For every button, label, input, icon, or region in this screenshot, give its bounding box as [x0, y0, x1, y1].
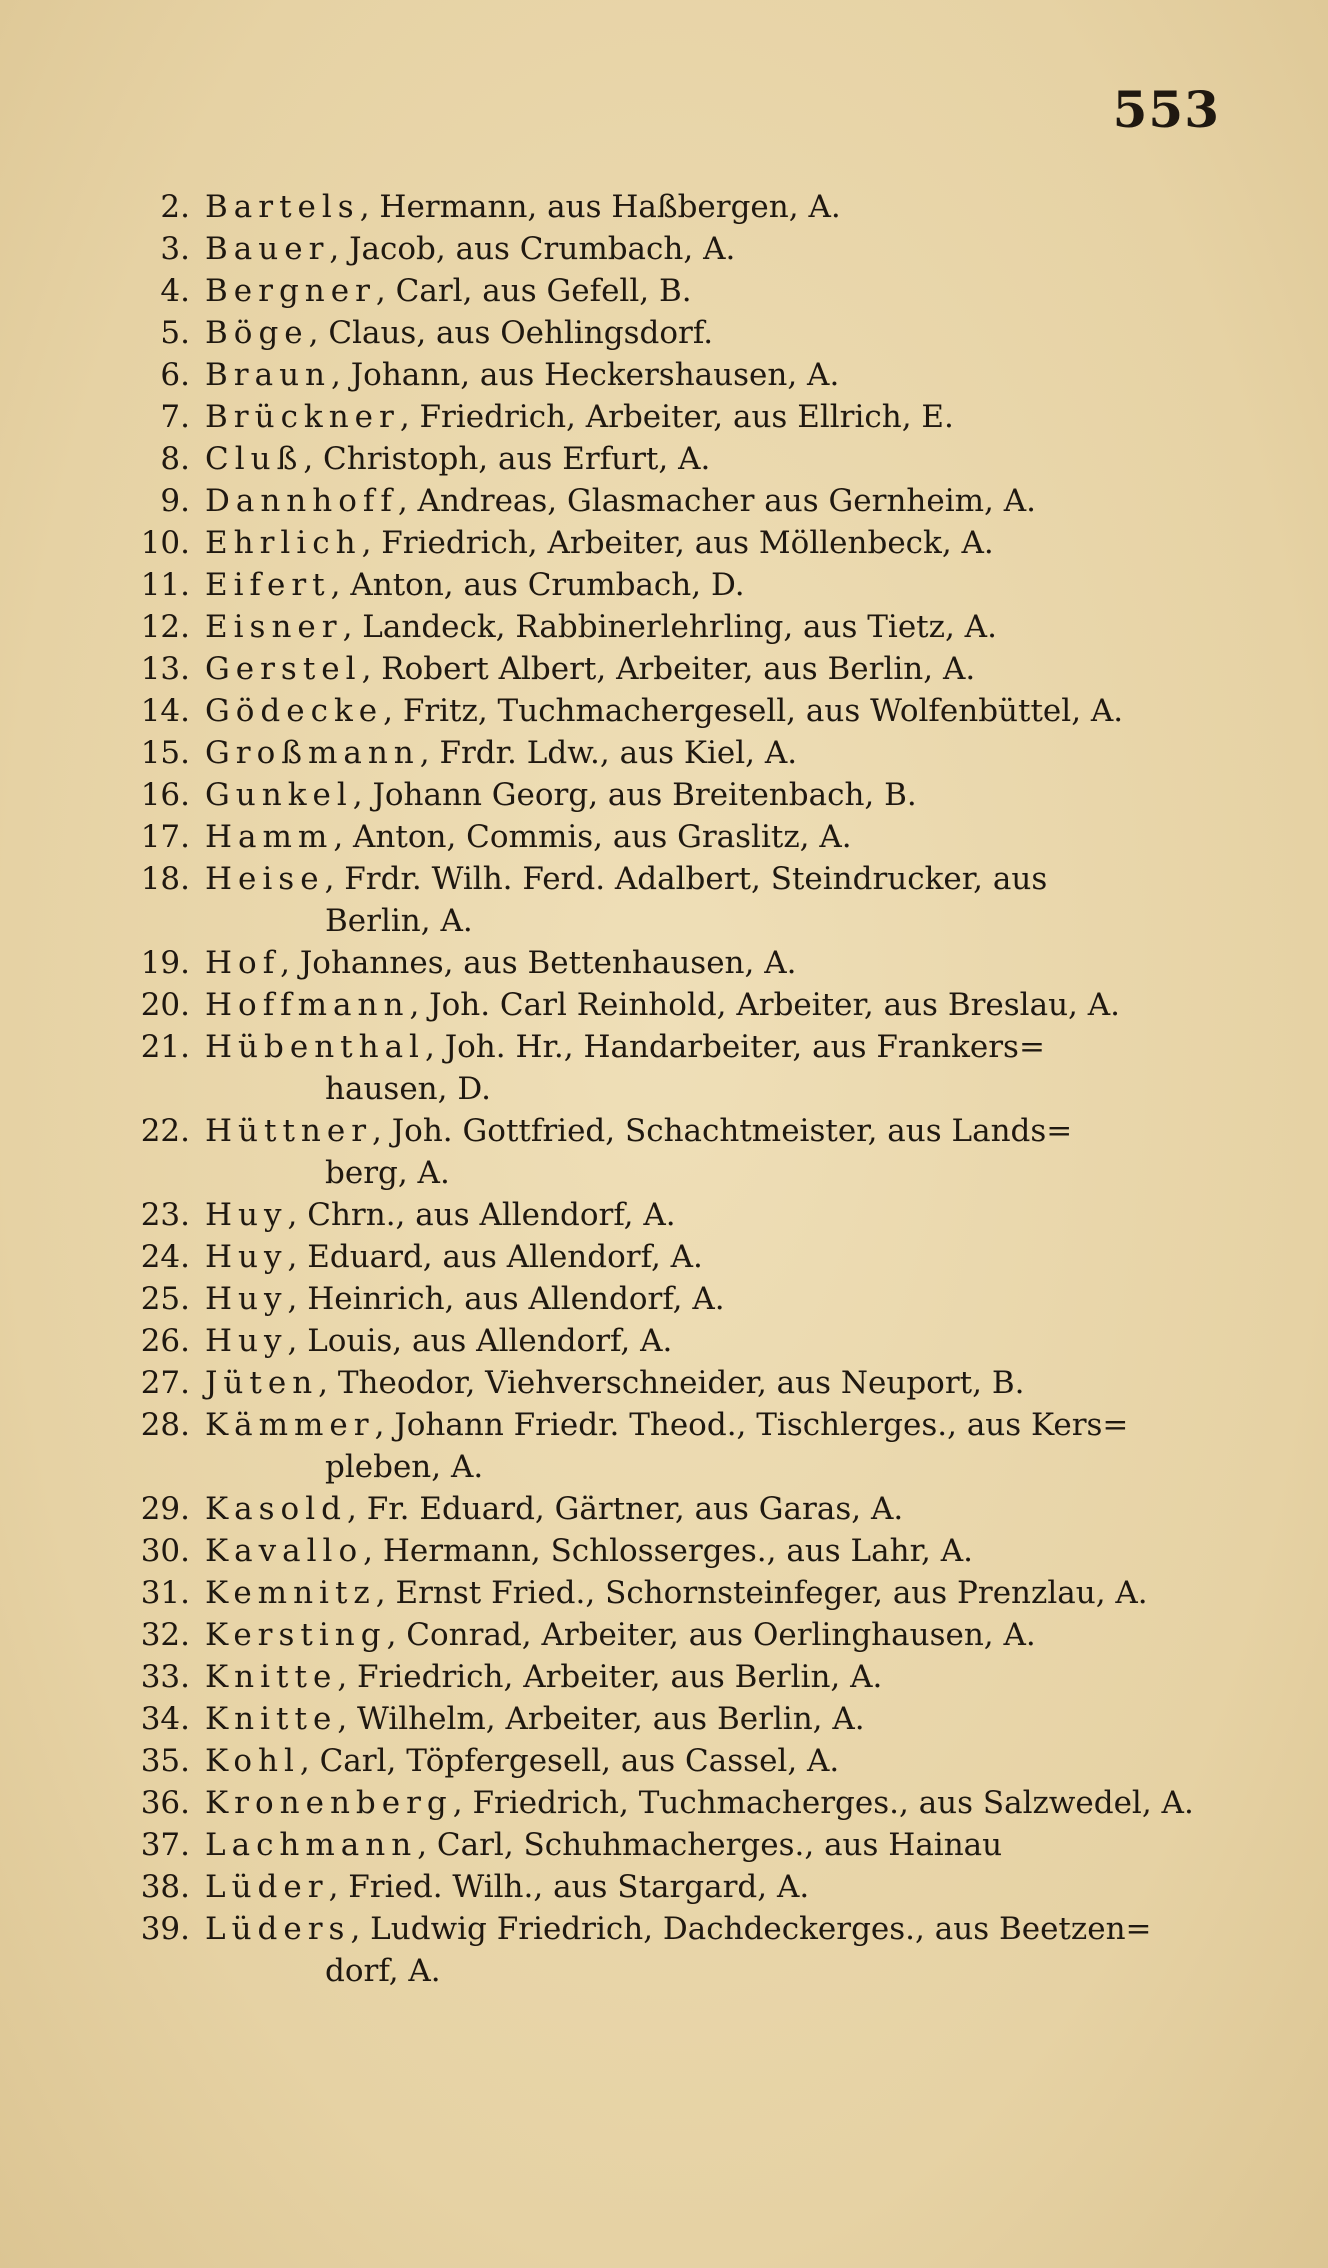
entry-details: Berlin, A.: [325, 903, 473, 939]
entry-surname: Huy: [205, 1239, 288, 1275]
entry-line: [0, 228, 1328, 270]
entry-surname: Lüders: [205, 1911, 351, 1947]
entry-number: 21.: [140, 1029, 190, 1065]
entry-details: , Landeck, Rabbinerlehrling, aus Tietz, A.: [342, 609, 997, 645]
list-item: [0, 354, 1328, 396]
entry-number: 35.: [140, 1743, 190, 1779]
list-item: [0, 1362, 1328, 1404]
entry-line: [0, 312, 1328, 354]
entry-surname: Böge: [205, 315, 309, 351]
list-item: [0, 1656, 1328, 1698]
entry-number: 19.: [140, 945, 190, 981]
entry-number: 15.: [140, 735, 190, 771]
entry-details: , Frdr. Wilh. Ferd. Adalbert, Steindrucker, aus: [324, 861, 1048, 897]
entry-line: [0, 1782, 1328, 1824]
list-item: [0, 1782, 1328, 1824]
entry-details: , Louis, aus Allendorf, A.: [287, 1323, 673, 1359]
entry-number: 26.: [140, 1323, 190, 1359]
entry-details: , Eduard, aus Allendorf, A.: [287, 1239, 703, 1275]
list-item: [0, 1698, 1328, 1740]
entry-surname: Knitte: [205, 1659, 338, 1695]
list-item: [0, 648, 1328, 690]
entry-line: [0, 984, 1328, 1026]
entry-line: [0, 774, 1328, 816]
entry-text: [205, 1320, 672, 1362]
entry-surname: Kämmer: [205, 1407, 375, 1443]
entry-line: [0, 186, 1328, 228]
entry-number: 25.: [140, 1281, 190, 1317]
entry-text: [205, 1362, 1024, 1404]
entry-surname: Braun: [205, 357, 332, 393]
list-item: [0, 1824, 1328, 1866]
entry-surname: Kasold: [205, 1491, 347, 1527]
entry-line: [0, 1614, 1328, 1656]
entry-surname: Hübenthal: [205, 1029, 425, 1065]
entry-number: 2.: [160, 189, 190, 225]
page-number: 553: [1112, 80, 1220, 139]
entry-text: [205, 270, 692, 312]
entry-continuation-line: [0, 1950, 1328, 1992]
list-item: [0, 1194, 1328, 1236]
entry-details: , Friedrich, Arbeiter, aus Ellrich, E.: [399, 399, 954, 435]
entry-number: 37.: [140, 1827, 190, 1863]
list-item: [0, 1572, 1328, 1614]
entry-details: , Andreas, Glasmacher aus Gernheim, A.: [397, 483, 1036, 519]
entry-number: 11.: [140, 567, 190, 603]
entry-surname: Eisner: [205, 609, 343, 645]
entry-details: , Robert Albert, Arbeiter, aus Berlin, A.: [361, 651, 976, 687]
entry-details: , Fried. Wilh., aus Stargard, A.: [328, 1869, 810, 1905]
entry-text: [205, 1194, 676, 1236]
entry-surname: Knitte: [205, 1701, 338, 1737]
entry-details: , Johann, aus Heckershausen, A.: [331, 357, 840, 393]
entry-line: [0, 354, 1328, 396]
entry-surname: Huy: [205, 1281, 288, 1317]
entry-details: dorf, A.: [325, 1953, 441, 1989]
entry-number: 9.: [160, 483, 190, 519]
list-item: [0, 1404, 1328, 1488]
entry-details: , Joh. Hr., Handarbeiter, aus Frankers=: [424, 1029, 1045, 1065]
entry-surname: Hamm: [205, 819, 334, 855]
entry-text: [205, 1530, 973, 1572]
entry-line: [0, 1278, 1328, 1320]
entry-details: , Friedrich, Arbeiter, aus Berlin, A.: [337, 1659, 883, 1695]
entry-line: [0, 522, 1328, 564]
entry-details: , Friedrich, Arbeiter, aus Möllenbeck, A.: [361, 525, 994, 561]
entry-number: 39.: [140, 1911, 190, 1947]
entry-number: 14.: [140, 693, 190, 729]
entry-text: [205, 774, 917, 816]
entry-number: 12.: [140, 609, 190, 645]
list-item: [0, 564, 1328, 606]
entry-number: 3.: [160, 231, 190, 267]
entry-number: 7.: [160, 399, 190, 435]
entry-surname: Brückner: [205, 399, 400, 435]
list-item: [0, 228, 1328, 270]
entry-details: , Jacob, aus Crumbach, A.: [329, 231, 736, 267]
entry-surname: Großmann: [205, 735, 420, 771]
entry-details: , Johannes, aus Bettenhausen, A.: [280, 945, 797, 981]
entry-text: [205, 1110, 1072, 1152]
entry-line: [0, 1824, 1328, 1866]
entry-details: , Johann Friedr. Theod., Tischlerges., aus Kers=: [374, 1407, 1129, 1443]
list-item: [0, 1110, 1328, 1194]
entry-text: [205, 1782, 1194, 1824]
entry-surname: Bauer: [205, 231, 330, 267]
entry-line: [0, 606, 1328, 648]
list-item: [0, 1908, 1328, 1992]
entry-text: [205, 1656, 882, 1698]
entry-details: , Frdr. Ldw., aus Kiel, A.: [419, 735, 798, 771]
entry-surname: Gerstel: [205, 651, 362, 687]
entry-line: [0, 1572, 1328, 1614]
entry-surname: Huy: [205, 1197, 288, 1233]
entry-text: [205, 1278, 725, 1320]
entry-line: [0, 732, 1328, 774]
entry-number: 16.: [140, 777, 190, 813]
entry-text: [205, 1740, 839, 1782]
list-item: [0, 186, 1328, 228]
entry-text: [205, 1614, 1036, 1656]
entry-line: [0, 1194, 1328, 1236]
entry-number: 5.: [160, 315, 190, 351]
entry-line: [0, 1236, 1328, 1278]
entry-line: [0, 1866, 1328, 1908]
entry-details: , Carl, Schuhmacherges., aus Hainau: [417, 1827, 1003, 1863]
entry-details: , Joh. Carl Reinhold, Arbeiter, aus Breslau, A.: [409, 987, 1120, 1023]
entry-number: 34.: [140, 1701, 190, 1737]
entry-details: , Claus, aus Oehlingsdorf.: [308, 315, 714, 351]
entry-details: , Heinrich, aus Allendorf, A.: [287, 1281, 725, 1317]
entry-line: [0, 942, 1328, 984]
entry-line: [0, 1740, 1328, 1782]
entry-surname: Dannhoff: [205, 483, 398, 519]
entry-details: , Anton, Commis, aus Graslitz, A.: [333, 819, 852, 855]
list-item: [0, 1866, 1328, 1908]
entry-number: 13.: [140, 651, 190, 687]
list-item: [0, 774, 1328, 816]
entry-surname: Bartels: [205, 189, 360, 225]
list-item: [0, 1026, 1328, 1110]
entry-details: , Anton, aus Crumbach, D.: [330, 567, 745, 603]
entry-number: 8.: [160, 441, 190, 477]
entry-surname: Cluß: [205, 441, 304, 477]
entry-number: 28.: [140, 1407, 190, 1443]
entry-line: [0, 1488, 1328, 1530]
entry-line: [0, 1404, 1328, 1446]
entry-details: , Christoph, aus Erfurt, A.: [303, 441, 711, 477]
entry-details: , Carl, Töpfergesell, aus Cassel, A.: [299, 1743, 840, 1779]
entry-number: 36.: [140, 1785, 190, 1821]
entry-number: 18.: [140, 861, 190, 897]
list-item: [0, 1740, 1328, 1782]
entry-details: , Hermann, aus Haßbergen, A.: [359, 189, 841, 225]
entry-list: [0, 186, 1328, 1992]
list-item: [0, 1530, 1328, 1572]
entry-number: 20.: [140, 987, 190, 1023]
entry-details: , Fritz, Tuchmachergesell, aus Wolfenbüttel, A.: [383, 693, 1124, 729]
entry-number: 30.: [140, 1533, 190, 1569]
entry-line: [0, 1530, 1328, 1572]
entry-surname: Huy: [205, 1323, 288, 1359]
list-item: [0, 480, 1328, 522]
entry-details: , Ludwig Friedrich, Dachdeckerges., aus Beetzen=: [350, 1911, 1152, 1947]
entry-text: [205, 1698, 865, 1740]
entry-text: [205, 564, 745, 606]
list-item: [0, 312, 1328, 354]
list-item: [0, 1236, 1328, 1278]
entry-number: 27.: [140, 1365, 190, 1401]
entry-number: 24.: [140, 1239, 190, 1275]
list-item: [0, 732, 1328, 774]
list-item: [0, 1320, 1328, 1362]
entry-surname: Lüder: [205, 1869, 329, 1905]
entry-details: , Hermann, Schlosserges., aus Lahr, A.: [363, 1533, 973, 1569]
entry-text: [205, 480, 1036, 522]
entry-line: [0, 1908, 1328, 1950]
entry-line: [0, 1110, 1328, 1152]
entry-text: [205, 606, 997, 648]
entry-text: [205, 354, 839, 396]
list-item: [0, 984, 1328, 1026]
entry-details: , Carl, aus Gefell, B.: [375, 273, 692, 309]
list-item: [0, 1278, 1328, 1320]
entry-text: [205, 942, 796, 984]
entry-continuation-line: [0, 1068, 1328, 1110]
entry-number: 22.: [140, 1113, 190, 1149]
entry-details: pleben, A.: [325, 1449, 484, 1485]
entry-details: , Theodor, Viehverschneider, aus Neuport, B.: [318, 1365, 1025, 1401]
entry-surname: Kavallo: [205, 1533, 364, 1569]
list-item: [0, 396, 1328, 438]
entry-details: , Chrn., aus Allendorf, A.: [287, 1197, 676, 1233]
entry-text: [205, 1908, 1152, 1950]
entry-line: [0, 1656, 1328, 1698]
entry-number: 33.: [140, 1659, 190, 1695]
entry-line: [0, 690, 1328, 732]
entry-surname: Kersting: [205, 1617, 387, 1653]
entry-surname: Lachmann: [205, 1827, 418, 1863]
entry-text: [205, 522, 994, 564]
entry-details: , Joh. Gottfried, Schachtmeister, aus Lands=: [372, 1113, 1073, 1149]
list-item: [0, 606, 1328, 648]
entry-text: [205, 438, 710, 480]
entry-line: [0, 648, 1328, 690]
entry-text: [205, 312, 713, 354]
entry-line: [0, 564, 1328, 606]
list-item: [0, 438, 1328, 480]
entry-text: [205, 690, 1123, 732]
entry-surname: Gödecke: [205, 693, 384, 729]
entry-number: 6.: [160, 357, 190, 393]
list-item: [0, 270, 1328, 312]
entry-details: , Ernst Fried., Schornsteinfeger, aus Prenzlau, A.: [375, 1575, 1148, 1611]
list-item: [0, 816, 1328, 858]
entry-line: [0, 1362, 1328, 1404]
entry-surname: Hof: [205, 945, 281, 981]
entry-surname: Bergner: [205, 273, 376, 309]
entry-text: [205, 648, 975, 690]
entry-line: [0, 480, 1328, 522]
entry-line: [0, 1320, 1328, 1362]
entry-details: , Conrad, Arbeiter, aus Oerlinghausen, A.: [386, 1617, 1036, 1653]
entry-number: 31.: [140, 1575, 190, 1611]
entry-text: [205, 1824, 1002, 1866]
entry-text: [205, 1572, 1148, 1614]
entry-text: [205, 396, 954, 438]
entry-number: 23.: [140, 1197, 190, 1233]
entry-text: [205, 732, 797, 774]
entry-surname: Jüten: [205, 1365, 319, 1401]
entry-surname: Gunkel: [205, 777, 353, 813]
entry-details: , Fr. Eduard, Gärtner, aus Garas, A.: [346, 1491, 904, 1527]
entry-surname: Kohl: [205, 1743, 300, 1779]
entry-line: [0, 816, 1328, 858]
entry-line: [0, 1698, 1328, 1740]
entry-surname: Ehrlich: [205, 525, 362, 561]
entry-text: [205, 228, 735, 270]
entry-line: [0, 1026, 1328, 1068]
entry-details: hausen, D.: [325, 1071, 491, 1107]
entry-line: [0, 396, 1328, 438]
list-item: [0, 690, 1328, 732]
entry-surname: Eifert: [205, 567, 331, 603]
entry-number: 38.: [140, 1869, 190, 1905]
entry-text: [205, 984, 1120, 1026]
list-item: [0, 942, 1328, 984]
entry-line: [0, 438, 1328, 480]
entry-continuation-line: [0, 1152, 1328, 1194]
entry-surname: Hüttner: [205, 1113, 373, 1149]
entry-number: 17.: [140, 819, 190, 855]
entry-surname: Kronenberg: [205, 1785, 453, 1821]
entry-number: 10.: [140, 525, 190, 561]
entry-continuation-line: [0, 1446, 1328, 1488]
entry-line: [0, 858, 1328, 900]
entry-surname: Heise: [205, 861, 325, 897]
entry-text: [205, 186, 841, 228]
entry-text: [205, 1236, 703, 1278]
entry-surname: Hoffmann: [205, 987, 410, 1023]
entry-text: [205, 858, 1047, 900]
list-item: [0, 858, 1328, 942]
entry-text: [205, 1866, 809, 1908]
entry-details: , Wilhelm, Arbeiter, aus Berlin, A.: [337, 1701, 865, 1737]
entry-number: 32.: [140, 1617, 190, 1653]
entry-text: [205, 1026, 1045, 1068]
entry-details: berg, A.: [325, 1155, 450, 1191]
list-item: [0, 1614, 1328, 1656]
entry-continuation-line: [0, 900, 1328, 942]
entry-surname: Kemnitz: [205, 1575, 376, 1611]
list-item: [0, 522, 1328, 564]
entry-details: , Johann Georg, aus Breitenbach, B.: [352, 777, 917, 813]
entry-text: [205, 816, 852, 858]
entry-line: [0, 270, 1328, 312]
entry-details: , Friedrich, Tuchmacherges., aus Salzwedel, A.: [452, 1785, 1194, 1821]
entry-text: [205, 1404, 1128, 1446]
entry-text: [205, 1488, 903, 1530]
entry-number: 4.: [160, 273, 190, 309]
entry-number: 29.: [140, 1491, 190, 1527]
list-item: [0, 1488, 1328, 1530]
